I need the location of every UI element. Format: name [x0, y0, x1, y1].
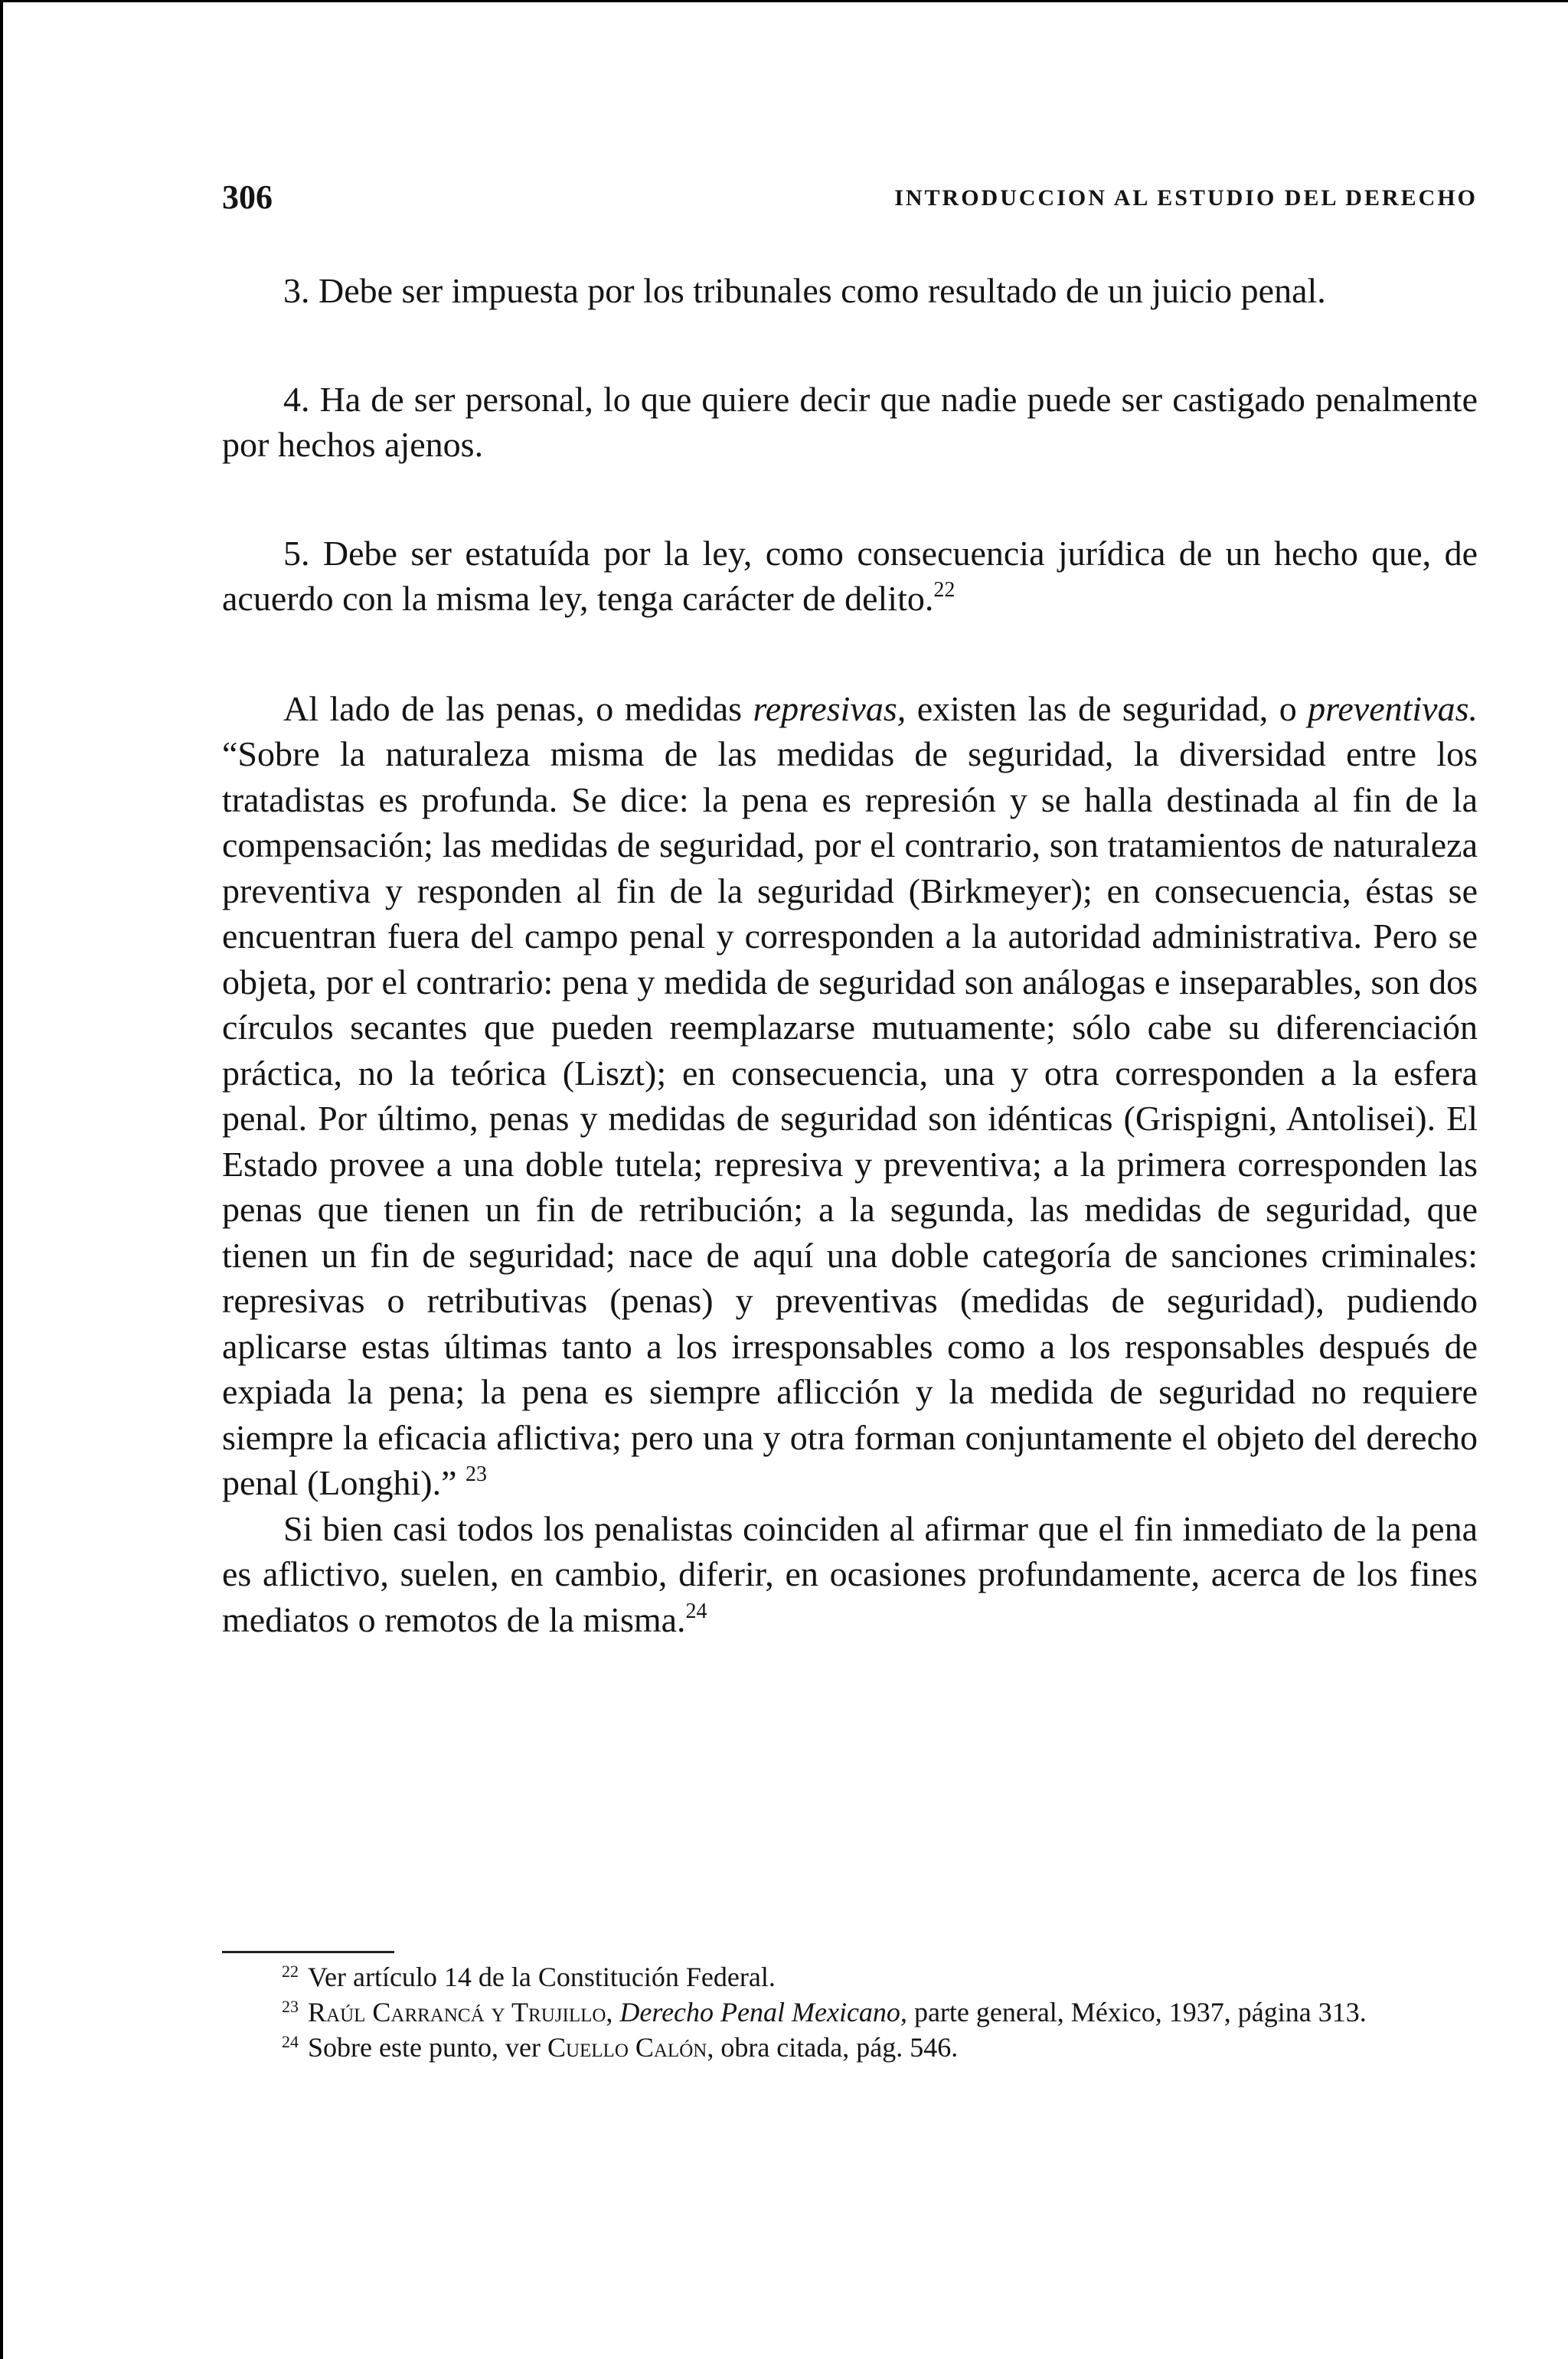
footnote-ref-23: 23 [466, 1462, 488, 1486]
paragraph-medidas-de-seguridad [222, 686, 1478, 1506]
footnote-24-rest: obra citada, pág. 546. [714, 2032, 959, 2063]
page-number: 306 [222, 178, 273, 216]
paragraph-fines-de-la-pena [222, 1506, 1478, 1643]
footnote-ref-24: 24 [685, 1599, 707, 1623]
paragraph1-italic-represivas: represivas, [753, 688, 906, 728]
list-item-3 [222, 268, 1478, 314]
footnote-22-text: Ver artículo 14 de la Constitución Federal. [308, 1962, 776, 1992]
footnote-ref-22: 22 [933, 578, 956, 602]
paragraph1-part1: Al lado de las penas, o medidas [283, 688, 753, 728]
footnote-23-rest: parte general, México, 1937, página 313. [906, 1997, 1367, 2027]
footnote-22 [222, 1960, 1478, 1994]
paragraph1-italic-preventivas: preventivas. [1308, 688, 1478, 728]
footnote-23-number: 23 [282, 1997, 299, 2016]
footnote-23-author: Raúl Carrancá y Trujillo, [308, 1997, 613, 2027]
footnote-23 [222, 1995, 1478, 2029]
paragraph1-quote: “Sobre la naturaleza misma de las medidas de seguridad, la diversidad entre los tratadistas es profunda. Se dice: la pena es represión y se halla destinada al fin de la compensación; las medidas de seguridad, por el contrario, son tratamientos de naturaleza preventiva y responden al fin de la seguridad (Birkmeyer); en consecuencia, éstas se encuentran fuera del campo penal y corresponden a la autoridad administrativa. Pero se objeta, por el contrario: pena y medida de seguridad son análogas e inseparables, son dos círculos secantes que pueden reemplazarse mutuamente; sólo cabe su diferenciación práctica, no la teórica (Liszt); en consecuencia, una y otra corresponden a la esfera penal. Por último, penas y medidas de seguridad son idénticas (Grispigni, Antolisei). El Estado provee a una doble tutela; represiva y preventiva; a la primera corresponden las penas que tienen un fin de retribución; a la segunda, las medidas de seguridad, que tienen un fin de seguridad; nace de aquí una doble categoría de sanciones criminales: represivas o retributivas (penas) y preventivas (medidas de seguridad), pudiendo aplicarse estas últimas tanto a los irresponsables como a los responsables después de expiada la pena; la pena es siempre aflicción y la medida de seguridad no requiere siempre la eficacia aflictiva; pero una y otra forman conjuntamente el objeto del derecho penal (Longhi).” [222, 734, 1478, 1502]
paragraph2-text: Si bien casi todos los penalistas coinciden al afirmar que el fin inmediato de la pena es aflictivo, suelen, en cambio, diferir, en ocasiones profundamente, acerca de los fines mediatos o remotos de la misma. [222, 1508, 1478, 1639]
main-text [222, 268, 1478, 1642]
footnote-divider [222, 1951, 394, 1953]
page-header [222, 178, 1478, 224]
footnote-24-number: 24 [282, 2032, 299, 2051]
footnote-24-pre: Sobre este punto, ver [308, 2032, 547, 2063]
list-item-5-text: 5. Debe ser estatuída por la ley, como consecuencia jurídica de un hecho que, de acuerdo con la misma ley, tenga carácter de delito. [222, 533, 1478, 618]
list-item-4 [222, 377, 1478, 468]
footnote-24-author: Cuello Calón, [547, 2032, 714, 2063]
scan-edge-top [0, 0, 1568, 2]
list-item-5 [222, 531, 1478, 622]
footnote-23-title: Derecho Penal Mexicano, [619, 1997, 907, 2027]
footnote-22-number: 22 [282, 1962, 299, 1981]
list-item-4-text: 4. Ha de ser personal, lo que quiere decir que nadie puede ser castigado penalmente por hechos ajenos. [222, 379, 1478, 464]
footnote-24 [222, 2031, 1478, 2064]
footnotes [222, 1960, 1478, 2066]
scan-edge-left [0, 0, 3, 2359]
running-head: INTRODUCCION AL ESTUDIO DEL DERECHO [894, 185, 1478, 211]
list-item-3-text: 3. Debe ser impuesta por los tribunales como resultado de un juicio penal. [283, 271, 1326, 310]
paragraph1-part3: existen las de seguridad, o [906, 688, 1308, 728]
